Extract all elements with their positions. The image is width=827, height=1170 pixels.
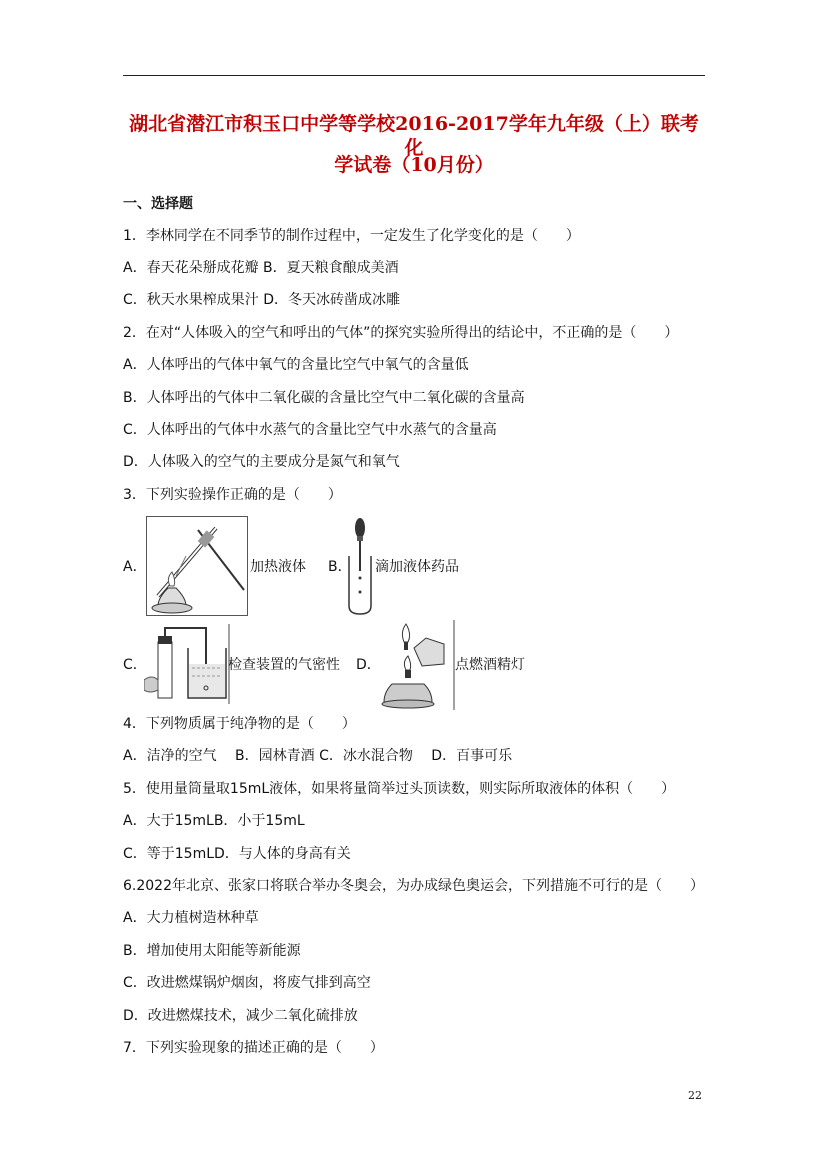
q5-options-ab: A．大于15mLB．小于15mL [123,813,305,829]
q3-option-b-letter: B． [328,559,352,575]
q7-stem: 7．下列实验现象的描述正确的是（ ） [123,1040,384,1056]
q3-stem: 3．下列实验操作正确的是（ ） [123,487,342,503]
q3-option-c-letter: C． [123,657,147,673]
q6-stem: 6.2022年北京、张家口将联合举办冬奥会，为办成绿色奥运会，下列措施不可行的是（ ） [123,878,704,894]
dropper-figure [345,516,375,616]
q2-option-c: C．人体呼出的气体中水蒸气的含量比空气中水蒸气的含量高 [123,422,497,438]
section-heading: 一、选择题 [123,196,193,212]
q5-stem: 5．使用量筒量取15mL液体，如果将量筒举过头顶读数，则实际所取液体的体积（ ） [123,781,676,797]
q2-option-a: A．人体呼出的气体中氧气的含量比空气中氧气的含量低 [123,357,469,373]
q5-options-cd: C．等于15mLD．与人体的身高有关 [123,846,351,862]
page-title-line1: 湖北省潜江市积玉口中学等学校2016-2017学年九年级（上）联考化 [129,113,699,159]
q3-option-a-text: 加热液体 [250,559,306,575]
q3-option-a-letter: A． [123,559,147,575]
q6-option-c: C．改进燃煤锅炉烟囱，将废气排到高空 [123,975,371,991]
q4-stem: 4．下列物质属于纯净物的是（ ） [123,716,356,732]
q2-option-b: B．人体呼出的气体中二氧化碳的含量比空气中二氧化碳的含量高 [123,390,525,406]
q1-options-cd: C．秋天水果榨成果汁 D．冬天冰砖凿成冰雕 [123,292,401,308]
q1-stem: 1．李林同学在不同季节的制作过程中，一定发生了化学变化的是（ ） [123,228,580,244]
q3-option-d-letter: D． [356,657,381,673]
q6-option-d: D．改进燃煤技术，减少二氧化硫排放 [123,1008,358,1024]
q2-stem: 2．在对“人体吸入的空气和呼出的气体”的探究实验所得出的结论中，不正确的是（ ） [123,325,679,341]
q1-options-ab: A．春天花朵掰成花瓣 B．夏天粮食酿成美酒 [123,260,399,276]
q4-options: A．洁净的空气 B．园林青酒 C．冰水混合物 D．百事可乐 [123,748,513,764]
heating-liquid-figure [146,516,248,616]
q2-option-d: D．人体吸入的空气的主要成分是氮气和氧气 [123,454,400,470]
header-rule [123,75,705,76]
airtightness-check-figure [144,624,230,704]
q6-option-b: B．增加使用太阳能等新能源 [123,943,301,959]
page-title-line2: 学试卷（10月份） [334,154,494,176]
q3-option-c-text: 检查装置的气密性 [228,657,340,673]
page-number: 22 [688,1089,702,1102]
q6-option-a: A．大力植树造林种草 [123,910,259,926]
q3-option-d-text: 点燃酒精灯 [455,657,525,673]
q3-option-b-text: 滴加液体药品 [375,559,459,575]
alcohol-lamp-figure [378,620,456,710]
